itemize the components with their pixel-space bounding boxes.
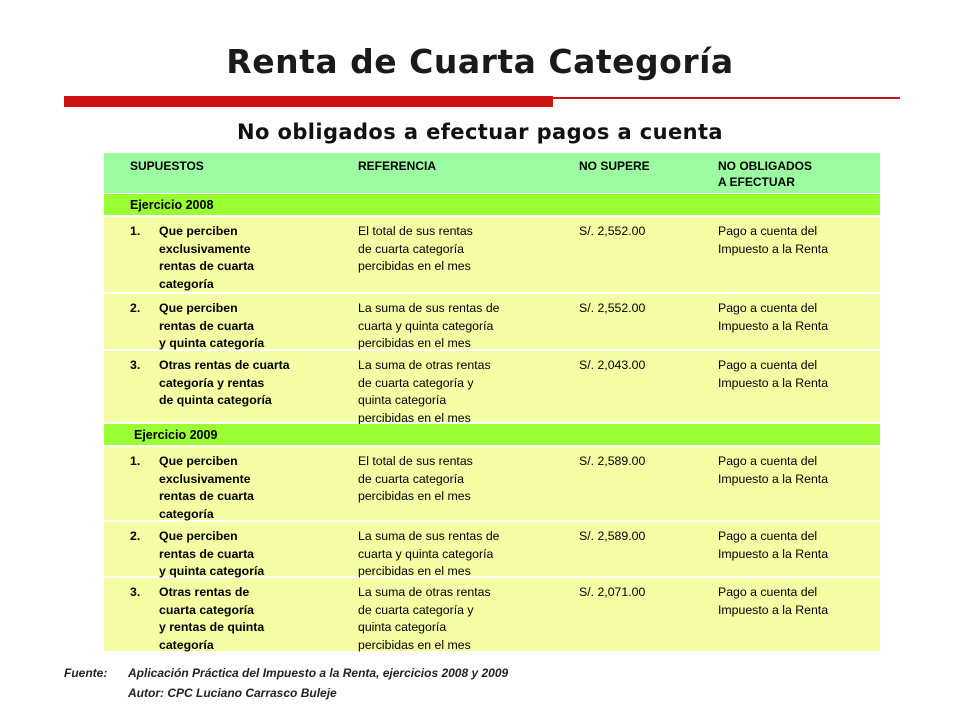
section-row-2009 [104, 424, 880, 447]
table-row [104, 217, 880, 294]
footer-source-line: Aplicación Práctica del Impuesto a la Renta, ejercicios 2008 y 2009 [128, 666, 509, 680]
row-efecto: Pago a cuenta del Impuesto a la Renta [718, 529, 829, 561]
row-monto: S/. 2,071.00 [579, 585, 646, 599]
row-number: 1. [130, 454, 141, 468]
table-row [104, 294, 880, 351]
row-monto: S/. 2,552.00 [579, 301, 646, 315]
row-referencia: La suma de otras rentas de cuarta categoría y quinta categoría percibidas en el mes [358, 358, 491, 425]
header-no-obligados: NO OBLIGADOS A EFECTUAR [718, 159, 813, 189]
section-row-2008 [104, 194, 880, 217]
footer-source [128, 663, 508, 703]
tax-table [104, 153, 880, 651]
row-monto: S/. 2,589.00 [579, 454, 646, 468]
table-row [104, 578, 880, 651]
footer-author-line: Autor: CPC Luciano Carrasco Buleje [128, 686, 337, 700]
row-referencia: La suma de sus rentas de cuarta y quinta categoría percibidas en el mes [358, 529, 500, 578]
row-number: 2. [130, 529, 141, 543]
row-supuesto: Que perciben rentas de cuarta y quinta categoría [159, 301, 265, 350]
row-supuesto: Que perciben exclusivamente rentas de cuarta categoría [159, 454, 255, 521]
table-header [104, 153, 880, 194]
row-number: 3. [130, 585, 141, 599]
row-monto: S/. 2,552.00 [579, 224, 646, 238]
row-number: 1. [130, 224, 141, 238]
row-monto: S/. 2,589.00 [579, 529, 646, 543]
row-supuesto: Otras rentas de cuarta categoría y rentas de quinta categoría [159, 358, 290, 407]
row-efecto: Pago a cuenta del Impuesto a la Renta [718, 358, 829, 390]
row-supuesto: Otras rentas de cuarta categoría y rentas de quinta categoría [159, 585, 265, 652]
row-efecto: Pago a cuenta del Impuesto a la Renta [718, 585, 829, 617]
table-row [104, 351, 880, 424]
section-label: Ejercicio 2009 [134, 428, 218, 442]
row-efecto: Pago a cuenta del Impuesto a la Renta [718, 301, 829, 333]
row-supuesto: Que perciben rentas de cuarta y quinta categoría [159, 529, 265, 578]
row-referencia: La suma de sus rentas de cuarta y quinta categoría percibidas en el mes [358, 301, 500, 350]
row-supuesto: Que perciben exclusivamente rentas de cuarta categoría [159, 224, 255, 291]
header-referencia: REFERENCIA [358, 159, 437, 173]
row-number: 3. [130, 358, 141, 372]
table-row [104, 522, 880, 578]
slide-title: Renta de Cuarta Categoría [226, 42, 734, 81]
row-referencia: La suma de otras rentas de cuarta categoría y quinta categoría percibidas en el mes [358, 585, 491, 652]
title-accent-bar [64, 96, 553, 107]
row-efecto: Pago a cuenta del Impuesto a la Renta [718, 454, 829, 486]
row-number: 2. [130, 301, 141, 315]
row-monto: S/. 2,043.00 [579, 358, 646, 372]
row-efecto: Pago a cuenta del Impuesto a la Renta [718, 224, 829, 256]
section-label: Ejercicio 2008 [130, 198, 214, 212]
header-supuestos: SUPUESTOS [130, 159, 204, 173]
title-accent-line [553, 97, 900, 99]
row-referencia: El total de sus rentas de cuarta categoría percibidas en el mes [358, 454, 473, 503]
header-no-supere: NO SUPERE [579, 159, 650, 173]
footer-source-label: Fuente: [64, 666, 108, 680]
row-referencia: El total de sus rentas de cuarta categoría percibidas en el mes [358, 224, 473, 273]
slide-subtitle: No obligados a efectuar pagos a cuenta [237, 120, 723, 144]
table-row [104, 447, 880, 522]
